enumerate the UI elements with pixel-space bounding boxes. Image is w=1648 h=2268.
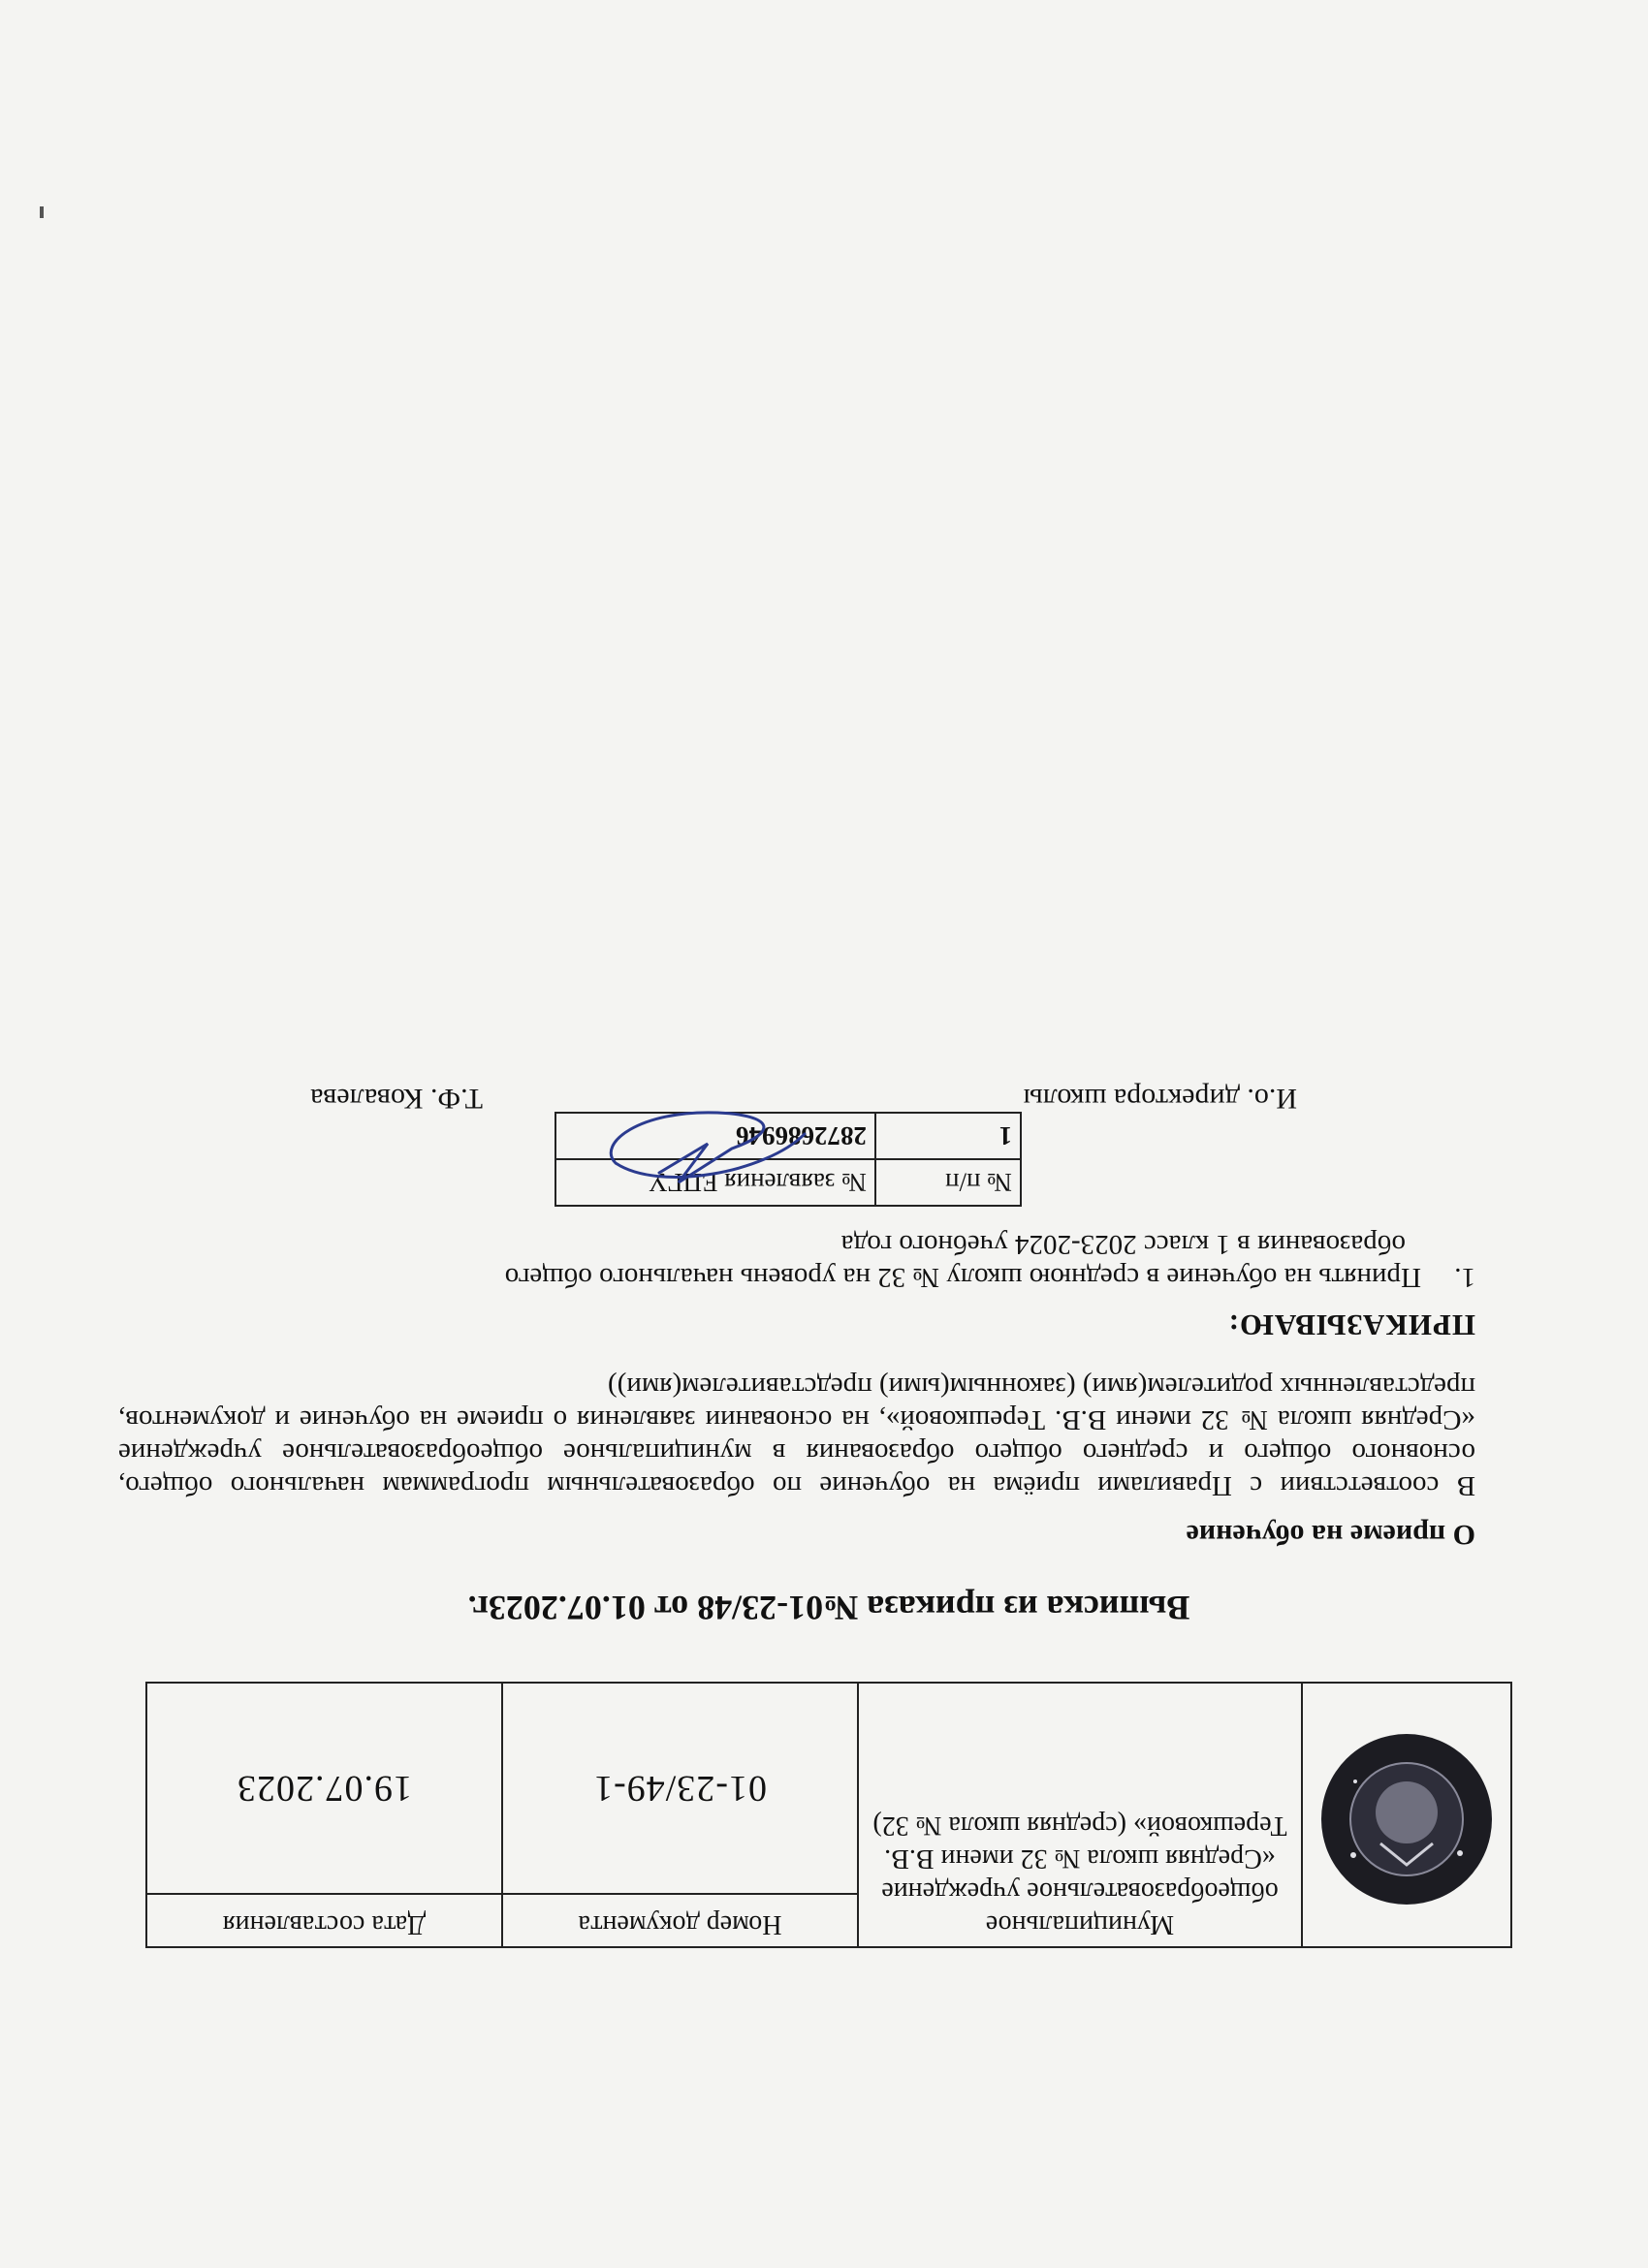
order-item bbox=[118, 1228, 1475, 1294]
item-number: 1. bbox=[1454, 1262, 1475, 1293]
school-logo bbox=[1302, 1683, 1511, 1947]
date-value: 19.07.2023 bbox=[146, 1683, 502, 1894]
doc-number-label: Номер документа bbox=[502, 1894, 858, 1947]
scan-mark bbox=[40, 206, 44, 218]
document-subtitle: О приеме на обучение bbox=[1186, 1519, 1475, 1551]
document-title: Выписка из приказа №01-23/48 от 01.07.2023г. bbox=[467, 1589, 1190, 1627]
order-heading: ПРИКАЗЫВАЮ: bbox=[1227, 1308, 1475, 1342]
preamble-text bbox=[118, 1370, 1475, 1502]
item-text-line2: образования в 1 класс 2023-2024 учебного года bbox=[840, 1229, 1406, 1260]
handwritten-signature bbox=[591, 1095, 824, 1202]
table-header-cell: № п/п bbox=[875, 1159, 1021, 1206]
item-text-line1: Принять на обучение в среднюю школу № 32 на уровень начального общего bbox=[504, 1262, 1421, 1293]
school-emblem-icon bbox=[1315, 1727, 1499, 1911]
table-cell: 2872686946 bbox=[555, 1113, 875, 1159]
signatory-position: И.о. директора школы bbox=[1023, 1083, 1297, 1115]
date-label: Дата составления bbox=[146, 1894, 502, 1947]
table-header-cell: № заявления ЕПГУ bbox=[555, 1159, 875, 1206]
doc-number-value: 01-23/49-1 bbox=[502, 1683, 858, 1894]
organization-name: Муниципальное общеобразовательное учреждение «Средняя школа № 32 имени В.В. Терешковой» (средняя школа № 32) bbox=[858, 1683, 1302, 1947]
table-cell: 1 bbox=[875, 1113, 1021, 1159]
signatory-name: Т.Ф. Ковалева bbox=[310, 1083, 483, 1115]
header-table bbox=[145, 1682, 1512, 1948]
preamble-paragraph: В соответствии с Правилами приёма на обучение по образовательным программам начального общего, основного общего и среднего общего образования в муниципальное общеобразовательное учреждение «Средняя школа № 32 имени В.В. Терешковой», на основании заявления о приеме на обучение и документов, представленных родителем(ями) (законным(ыми) представителем(ями)) bbox=[118, 1371, 1475, 1501]
